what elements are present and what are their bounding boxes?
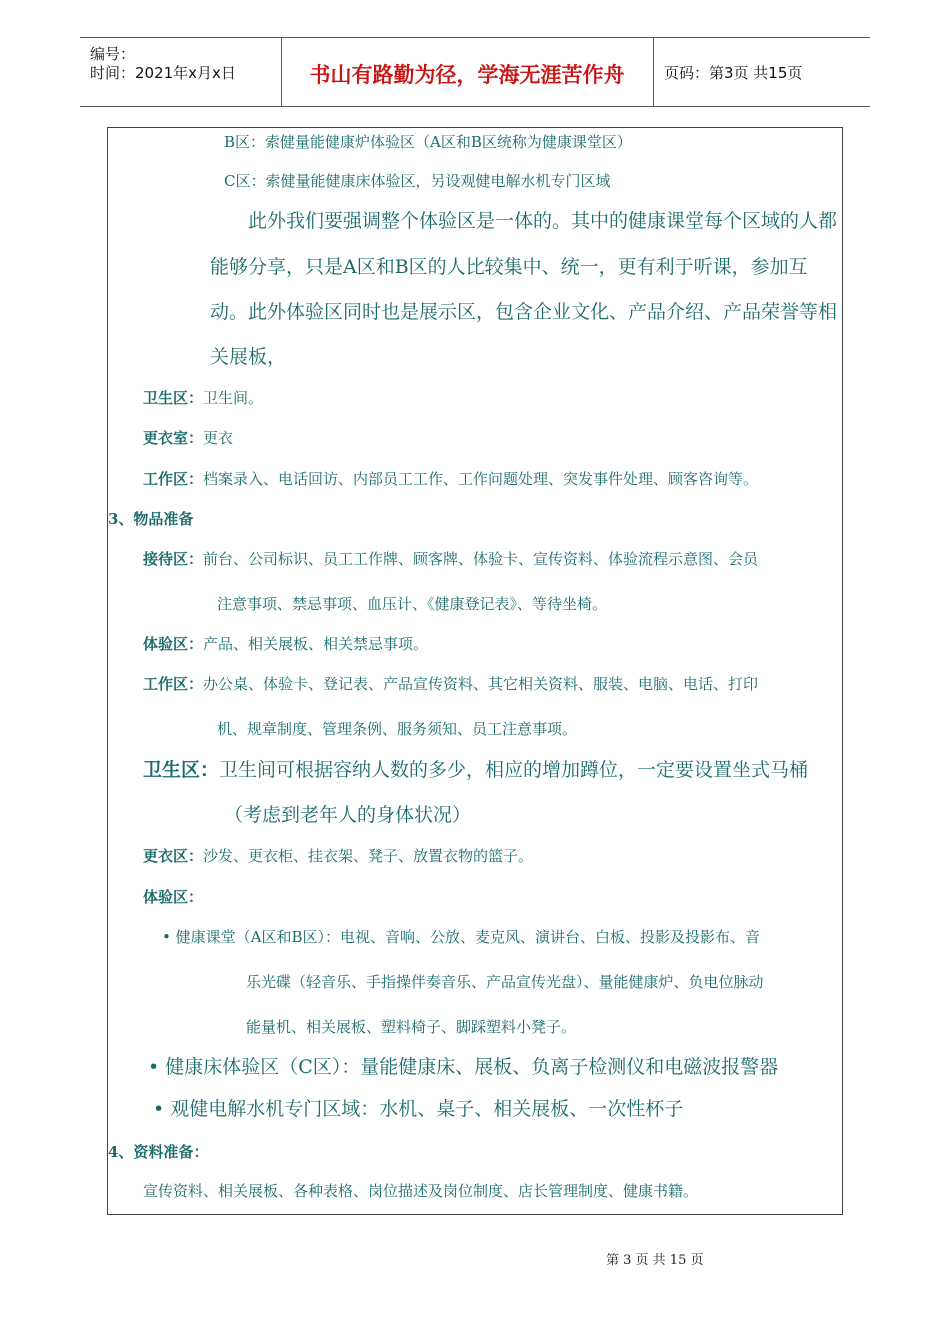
bullet-health-class-continued: 能量机、相关展板、塑料椅子、脚踩塑料小凳子。 (246, 1018, 577, 1036)
paragraph-line: 动。此外体验区同时也是展示区，包含企业文化、产品介绍、产品荣誉等相 (210, 301, 838, 323)
paragraph-line: 能够分享，只是A区和B区的人比较集中、统一，更有利于听课，参加互 (210, 256, 808, 278)
number-label: 编号： (90, 45, 136, 63)
changing-room-item (143, 431, 233, 446)
experience-item (143, 637, 428, 652)
page-footer: 第 3 页 共 15 页 (606, 1253, 704, 1268)
zone-b-line: B区：索健量能健康炉体验区（A区和B区统称为健康课堂区） (224, 133, 632, 151)
reception-continued: 注意事项、禁忌事项、血压计、《健康登记表》、等待坐椅。 (217, 595, 608, 613)
item-text: 沙发、更衣柜、挂衣架、凳子、放置衣物的篮子。 (203, 847, 534, 865)
materials-list: 宣传资料、相关展板、各种表格、岗位描述及岗位制度、店长管理制度、健康书籍。 (143, 1182, 699, 1200)
restroom-supplies-item (143, 761, 808, 780)
experience-area-heading: 体验区： (143, 888, 204, 906)
header-info-cell (80, 38, 282, 106)
item-label: 工作区： (143, 675, 204, 693)
work-area-continued: 机、规章制度、管理条例、服务须知、员工注意事项。 (217, 720, 578, 738)
item-label: 卫生区： (143, 389, 204, 407)
item-label: 体验区： (143, 635, 204, 653)
item-label: 接待区： (143, 550, 204, 568)
item-label: 卫生区： (143, 759, 220, 781)
restroom-item (143, 391, 263, 406)
section-heading-4: 4、资料准备： (108, 1143, 209, 1161)
item-label: 工作区： (143, 470, 204, 488)
item-text: 产品、相关展板、相关禁忌事项。 (203, 635, 429, 653)
item-text: 前台、公司标识、员工工作牌、顾客牌、体验卡、宣传资料、体验流程示意图、会员 (203, 550, 759, 568)
bullet-health-class: • 健康课堂（A区和B区）：电视、音响、公放、麦克风、演讲台、白板、投影及投影布、音 (162, 928, 760, 946)
zone-c-line: C区：索健量能健康床体验区，另设观健电解水机专门区域 (224, 172, 611, 190)
bullet-health-class-continued: 乐光碟（轻音乐、手指操伴奏音乐、产品宣传光盘）、量能健康炉、负电位脉动 (246, 973, 764, 991)
content-frame (107, 127, 843, 1215)
item-text: 办公桌、体验卡、登记表、产品宣传资料、其它相关资料、服装、电脑、电话、打印 (203, 675, 759, 693)
paragraph-line: 此外我们要强调整个体验区是一体的。其中的健康课堂每个区域的人都 (248, 210, 838, 232)
restroom-note: （考虑到老年人的身体状况） (224, 804, 472, 826)
time-label: 时间：2021年x月x日 (90, 64, 236, 82)
bullet-health-bed: • 健康床体验区（C区）：量能健康床、展板、负离子检测仪和电磁波报警器 (148, 1056, 779, 1078)
paragraph-line: 关展板， (210, 346, 287, 368)
reception-item (143, 552, 758, 567)
page-header (80, 37, 870, 107)
item-text: 卫生间。 (203, 389, 264, 407)
work-area-item (143, 472, 758, 487)
item-label: 更衣区： (143, 847, 204, 865)
motto-text: 书山有路勤为径，学海无涯苦作舟 (309, 62, 625, 87)
changing-area-supplies-item (143, 849, 533, 864)
header-motto-cell (281, 38, 654, 106)
bullet-water-machine: • 观健电解水机专门区域：水机、桌子、相关展板、一次性杯子 (153, 1098, 684, 1120)
section-heading-3: 3、物品准备 (108, 510, 194, 528)
header-page-cell (654, 38, 870, 106)
item-text: 更衣 (203, 429, 234, 447)
item-text: 卫生间可根据容纳人数的多少，相应的增加蹲位，一定要设置坐式马桶 (219, 759, 809, 781)
page-label: 页码：第3页 共15页 (664, 64, 803, 82)
item-label: 更衣室： (143, 429, 204, 447)
item-text: 档案录入、电话回访、内部员工工作、工作问题处理、突发事件处理、顾客咨询等。 (203, 470, 759, 488)
work-area-supplies-item (143, 677, 758, 692)
